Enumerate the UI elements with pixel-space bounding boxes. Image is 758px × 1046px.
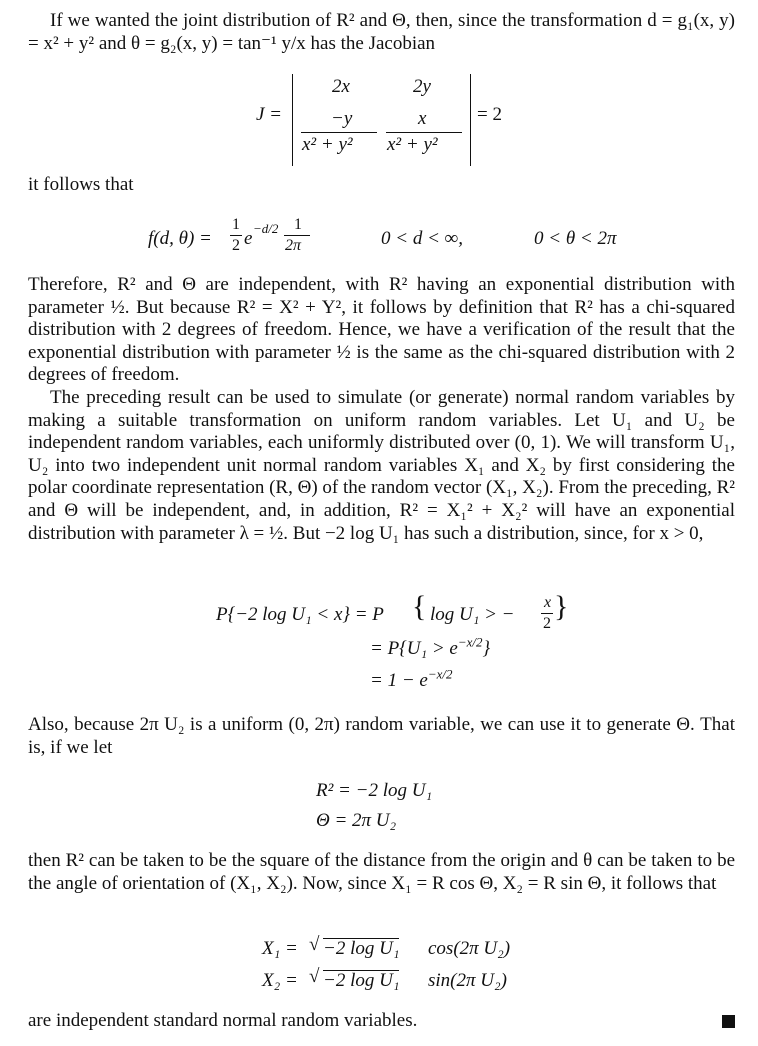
density-pi-num: 1 bbox=[294, 216, 302, 233]
jacobian-right-bar bbox=[470, 74, 471, 166]
density-half-den: 2 bbox=[232, 237, 240, 254]
jacobian-equation bbox=[256, 74, 556, 166]
paragraph-simulation: The preceding result can be used to simulate (or generate) normal random variables by making a suitable transformation on uniform random variables. Let U₁ and U₂ be independent random variables, each uniformly distributed over (0, 1). We will transform U₁, U₂ into two independent unit normal random variables X₁ and X₂ by first considering the polar coordinate representation (R, Θ) of the random vector (X₁, X₂). From the preceding, R² and Θ will be independent, and, in addition, R² = X₁² + X₂² will have an exponential distribution with parameter λ = ½. But −2 log U₁ has such a distribution, since, for x > 0, bbox=[28, 387, 735, 544]
prob-frac-num: x bbox=[544, 594, 552, 611]
prob-line2 bbox=[370, 634, 491, 661]
prob-line3-power: −x/2 bbox=[427, 666, 453, 682]
density-range-theta: 0 < θ < 2π bbox=[534, 228, 617, 249]
paragraph-polar: then R² can be taken to be the square of the distance from the origin and θ can be taken to be the angle of orientation of (X₁, X₂). Now, since X₁ = R cos Θ, X₂ = R sin Θ, it follows that bbox=[28, 850, 735, 894]
jacobian-r2c2-fracline bbox=[386, 132, 462, 133]
prob-line2-end: } bbox=[482, 638, 491, 659]
prob-line3-main: = 1 − e bbox=[370, 670, 428, 691]
jacobian-r2c1-den: x² + y² bbox=[302, 134, 353, 155]
final-line1-sqrt: √ bbox=[309, 934, 320, 955]
jacobian-left-bar bbox=[292, 74, 293, 166]
final-equations bbox=[262, 932, 562, 1002]
gen-line1: R² = −2 log U₁ bbox=[316, 780, 433, 801]
prob-line2-main: = P{U₁ > e bbox=[370, 638, 458, 659]
gen-line2: Θ = 2π U₂ bbox=[316, 810, 397, 831]
prob-line2-power: −x/2 bbox=[457, 634, 483, 650]
jacobian-r2c2-num: x bbox=[418, 108, 427, 129]
prob-brace-open: { bbox=[412, 590, 427, 623]
jacobian-r1c1: 2x bbox=[332, 76, 350, 97]
final-line2-sqrt: √ bbox=[309, 966, 320, 987]
paragraph-jacobian-intro: If we wanted the joint distribution of R² and Θ, then, since the transformation d = g₁(x, y) = x² + y² and θ = g₂(x, y) = tan⁻¹ y/x has the Jacobian bbox=[28, 10, 735, 54]
density-exp-power: −d/2 bbox=[253, 221, 279, 236]
generation-equations bbox=[316, 780, 556, 840]
probability-derivation bbox=[216, 590, 636, 704]
jacobian-r2c1-fracline bbox=[301, 132, 377, 133]
paragraph-independence: Therefore, R² and Θ are independent, with R² having an exponential distribution with parameter ½. But because R² = X² + Y², it follows by definition that R² has a chi-squared distribution with 2 degrees of freedom. Hence, we have a verification of the result that the exponential distribution with parameter ½ is the same as the chi-squared distribution with 2 degrees of freedom. bbox=[28, 274, 735, 386]
prob-line3 bbox=[370, 666, 453, 693]
paragraph-follows: it follows that bbox=[28, 174, 134, 195]
density-lhs: f(d, θ) = bbox=[148, 228, 212, 249]
final-line2-lhs: X₂ = bbox=[262, 970, 298, 991]
density-half-num: 1 bbox=[232, 216, 240, 233]
jacobian-lhs: J = bbox=[256, 104, 283, 125]
density-equation bbox=[148, 210, 648, 260]
paragraph-uniform-theta: Also, because 2π U₂ is a uniform (0, 2π) random variable, we can use it to generate Θ. That is, if we let bbox=[28, 714, 735, 758]
final-line1-root: −2 log U₁ bbox=[323, 938, 400, 959]
final-line2-rhs: sin(2π U₂) bbox=[428, 970, 507, 991]
jacobian-r1c2: 2y bbox=[413, 76, 431, 97]
density-exp: e bbox=[244, 228, 253, 249]
final-line1-lhs: X₁ = bbox=[262, 938, 298, 959]
density-range-d: 0 < d < ∞, bbox=[381, 228, 463, 249]
prob-line1-inner: log U₁ > − bbox=[430, 604, 515, 625]
density-pi-den: 2π bbox=[285, 237, 302, 254]
prob-frac-den: 2 bbox=[543, 615, 551, 632]
jacobian-rhs: = 2 bbox=[477, 104, 502, 125]
jacobian-r2c2-den: x² + y² bbox=[387, 134, 438, 155]
prob-brace-close: } bbox=[554, 590, 569, 623]
jacobian-r2c1-num: −y bbox=[331, 108, 353, 129]
paragraph-conclusion: are independent standard normal random variables. bbox=[28, 1010, 418, 1031]
prob-line1-lhs: P{−2 log U₁ < x} = P bbox=[216, 604, 384, 625]
final-line2-root: −2 log U₁ bbox=[323, 970, 400, 991]
final-line1-rhs: cos(2π U₂) bbox=[428, 938, 511, 959]
qed-square-icon bbox=[722, 1015, 735, 1028]
